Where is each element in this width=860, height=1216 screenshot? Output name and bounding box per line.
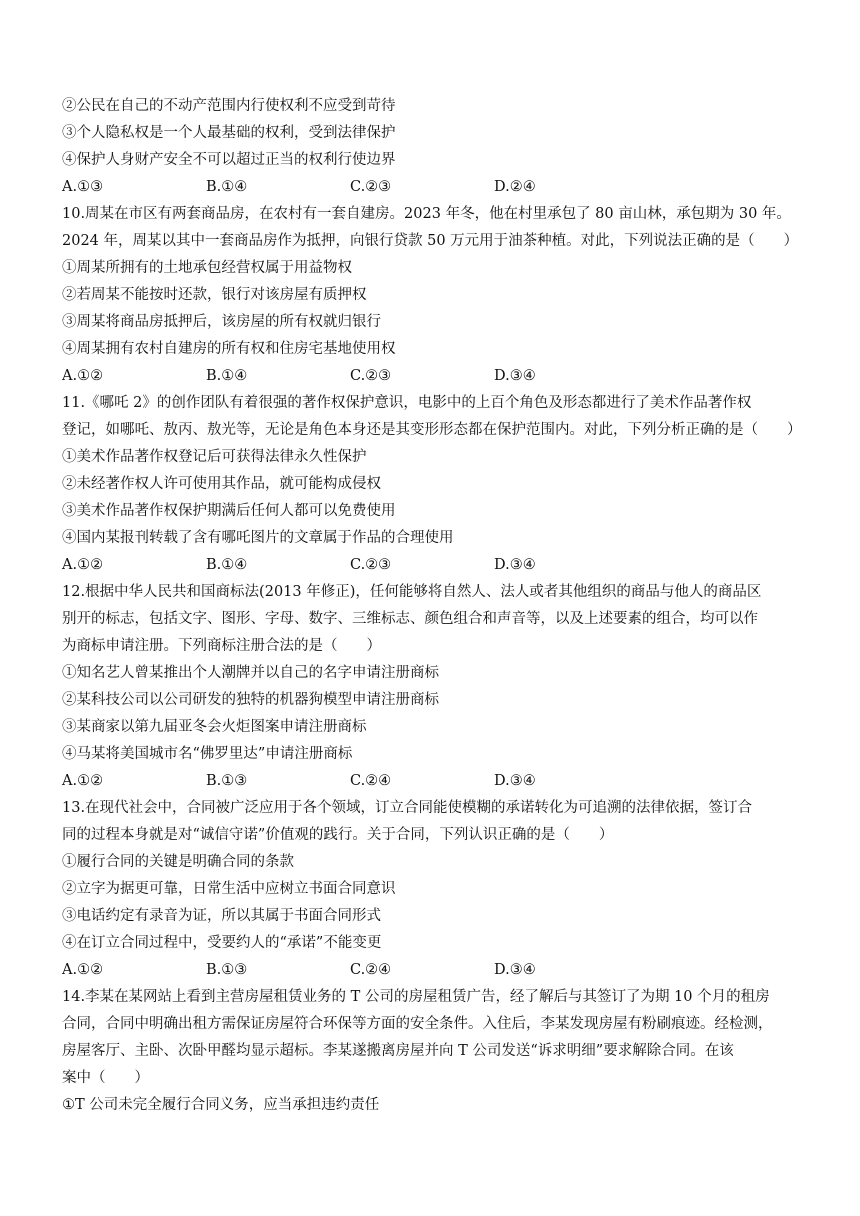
choice-c: C.②③ (350, 179, 392, 195)
choice-a: A.①② (62, 773, 104, 789)
option-line: ④保护人身财产安全不可以超过正当的权利行使边界 (62, 152, 396, 168)
option-line: ①周某所拥有的土地承包经营权属于用益物权 (62, 260, 352, 276)
question-11 (62, 390, 802, 579)
answer-choices (62, 363, 802, 390)
exam-page (62, 93, 802, 1119)
choice-a: A.①③ (62, 179, 104, 195)
choice-c: C.②④ (350, 773, 392, 789)
option-line: ④国内某报刊转载了含有哪吒图片的文章属于作品的合理使用 (62, 530, 454, 546)
question-14 (62, 984, 802, 1119)
choice-d: D.③④ (494, 557, 536, 573)
choice-c: C.②③ (350, 557, 392, 573)
question-stem-line: 房屋客厅、主卧、次卧甲醛均显示超标。李某遂搬离房屋并向 T 公司发送“诉求明细”要求解除合同。在该 (62, 1043, 734, 1059)
answer-choices (62, 552, 802, 579)
question-stem-line: 合同，合同中明确出租方需保证房屋符合环保等方面的安全条件。入住后，李某发现房屋有粉刷痕迹。经检测， (62, 1016, 773, 1032)
answer-choices (62, 957, 802, 984)
question-10 (62, 201, 802, 390)
option-line: ②未经著作权人许可使用其作品，就可能构成侵权 (62, 476, 381, 492)
option-line: ②若周某不能按时还款，银行对该房屋有质押权 (62, 287, 367, 303)
option-line: ④马某将美国城市名“佛罗里达”申请注册商标 (62, 746, 353, 762)
choice-b: B.①④ (206, 557, 248, 573)
choice-b: B.①③ (206, 773, 248, 789)
choice-d: D.③④ (494, 773, 536, 789)
option-line: ④周某拥有农村自建房的所有权和住房宅基地使用权 (62, 341, 396, 357)
choice-d: D.③④ (494, 368, 536, 384)
answer-choices (62, 174, 802, 201)
choice-b: B.①③ (206, 962, 248, 978)
option-line: ③个人隐私权是一个人最基础的权利，受到法律保护 (62, 125, 396, 141)
choice-d: D.②④ (494, 179, 536, 195)
question-stem-line: 案中（ ） (62, 1070, 149, 1086)
question-stem-line: 10.周某在市区有两套商品房，在农村有一套自建房。2023 年冬，他在村里承包了 80 亩山林，承包期为 30 年。 (62, 206, 791, 222)
option-line: ①知名艺人曾某推出个人潮牌并以自己的名字申请注册商标 (62, 665, 439, 681)
choice-d: D.③④ (494, 962, 536, 978)
option-line: ①美术作品著作权登记后可获得法律永久性保护 (62, 449, 367, 465)
answer-choices (62, 768, 802, 795)
question-stem-line: 别开的标志，包括文字、图形、字母、数字、三维标志、颜色组合和声音等，以及上述要素的组合，均可以作 (62, 611, 758, 627)
option-line: ①履行合同的关键是明确合同的条款 (62, 854, 294, 870)
question-stem-line: 14.李某在某网站上看到主营房屋租赁业务的 T 公司的房屋租赁广告，经了解后与其签订了为期 10 个月的租房 (62, 989, 770, 1005)
option-line: ④在订立合同过程中，受要约人的“承诺”不能变更 (62, 935, 382, 951)
choice-b: B.①④ (206, 368, 248, 384)
option-line: ②某科技公司以公司研发的独特的机器狗模型申请注册商标 (62, 692, 439, 708)
question-12 (62, 579, 802, 795)
choice-a: A.①② (62, 557, 104, 573)
question-stem-line: 12.根据中华人民共和国商标法(2013 年修正)，任何能够将自然人、法人或者其他组织的商品与他人的商品区 (62, 584, 762, 600)
choice-a: A.①② (62, 962, 104, 978)
question-stem-line: 登记，如哪吒、敖丙、敖光等，无论是角色本身还是其变形形态都在保护范围内。对此，下列分析正确的是（ ） (62, 422, 802, 438)
question-stem-line: 2024 年，周某以其中一套商品房作为抵押，向银行贷款 50 万元用于油茶种植。对此，下列说法正确的是（ ） (62, 233, 799, 249)
option-line: ③电话约定有录音为证，所以其属于书面合同形式 (62, 908, 381, 924)
question-stem-line: 为商标申请注册。下列商标注册合法的是（ ） (62, 638, 381, 654)
question-13 (62, 795, 802, 984)
option-line: ①T 公司未完全履行合同义务，应当承担违约责任 (62, 1097, 380, 1113)
option-line: ②立字为据更可靠，日常生活中应树立书面合同意识 (62, 881, 396, 897)
choice-c: C.②④ (350, 962, 392, 978)
option-line: ③美术作品著作权保护期满后任何人都可以免费使用 (62, 503, 396, 519)
option-line: ③某商家以第九届亚冬会火炬图案申请注册商标 (62, 719, 367, 735)
question-stem-line: 11.《哪吒 2》的创作团队有着很强的著作权保护意识，电影中的上百个角色及形态都进行了美术作品著作权 (62, 395, 752, 411)
choice-a: A.①② (62, 368, 104, 384)
question-9-tail (62, 93, 802, 201)
option-line: ②公民在自己的不动产范围内行使权利不应受到苛待 (62, 98, 396, 114)
choice-c: C.②③ (350, 368, 392, 384)
choice-b: B.①④ (206, 179, 248, 195)
question-stem-line: 同的过程本身就是对“诚信守诺”价值观的践行。关于合同，下列认识正确的是（ ） (62, 827, 614, 843)
option-line: ③周某将商品房抵押后，该房屋的所有权就归银行 (62, 314, 381, 330)
question-stem-line: 13.在现代社会中，合同被广泛应用于各个领域，订立合同能使模糊的承诺转化为可追溯的法律依据，签订合 (62, 800, 753, 816)
